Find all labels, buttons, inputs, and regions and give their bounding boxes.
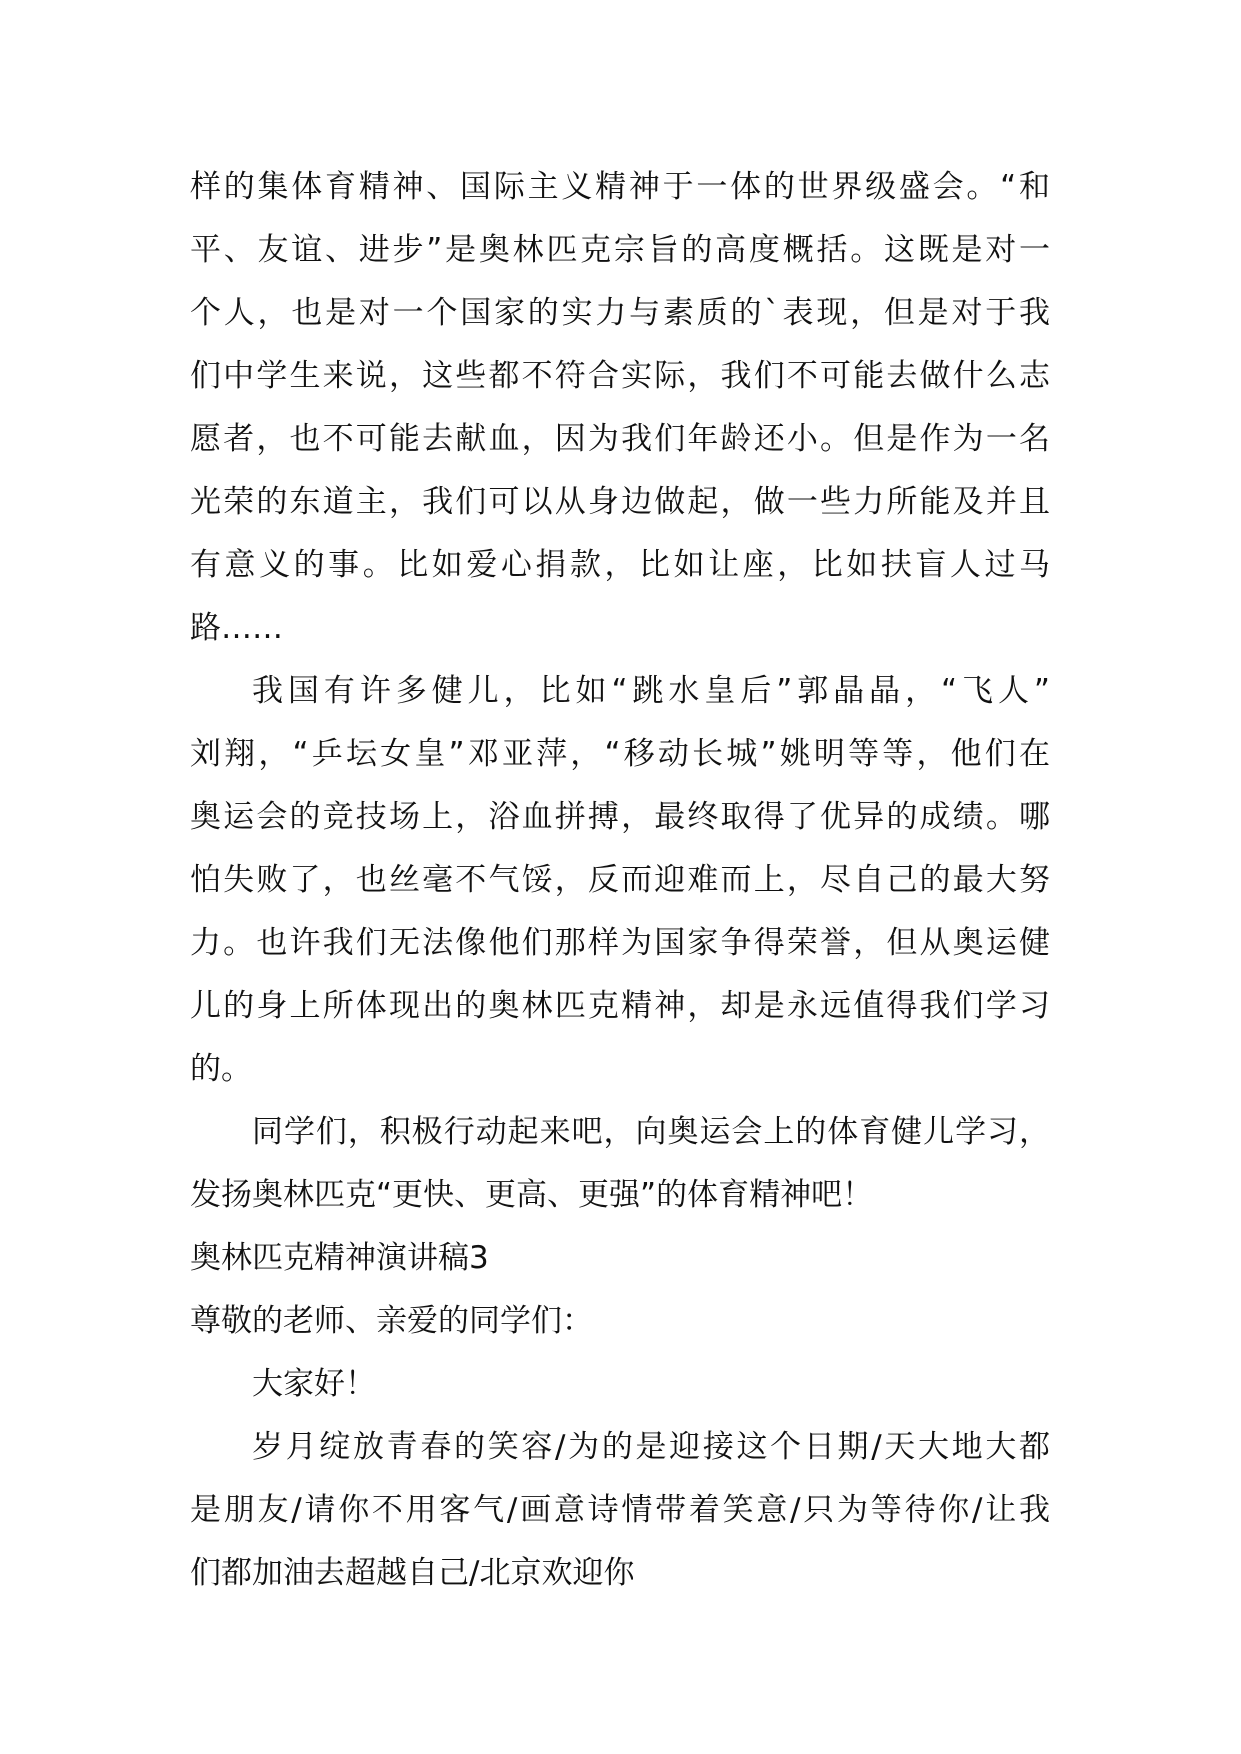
- paragraph-line: 平、友谊、进步”是奥林匹克宗旨的高度概括。这既是对一: [190, 232, 1050, 268]
- document-body: [190, 156, 1050, 1605]
- paragraph-line: 们都加油去超越自己/北京欢迎你: [190, 1555, 635, 1591]
- paragraph-line: 愿者，也不可能去献血，因为我们年龄还小。但是作为一名: [190, 421, 1050, 457]
- greeting-line: 大家好！: [252, 1366, 376, 1402]
- paragraph-line: 同学们，积极行动起来吧，向奥运会上的体育健儿学习，: [252, 1114, 1050, 1150]
- paragraph-line: 刘翔，“乒坛女皇”邓亚萍，“移动长城”姚明等等，他们在: [190, 736, 1050, 772]
- paragraph-line: 是朋友/请你不用客气/画意诗情带着笑意/只为等待你/让我: [190, 1492, 1050, 1528]
- salutation-line: 尊敬的老师、亲爱的同学们：: [190, 1303, 593, 1339]
- paragraph-line: 个人，也是对一个国家的实力与素质的`表现，但是对于我: [190, 295, 1050, 331]
- paragraph-line: 儿的身上所体现出的奥林匹克精神，却是永远值得我们学习: [190, 988, 1050, 1024]
- paragraph-line: 力。也许我们无法像他们那样为国家争得荣誉，但从奥运健: [190, 925, 1050, 961]
- paragraph-line: 的。: [190, 1051, 252, 1087]
- paragraph-line: 岁月绽放青春的笑容/为的是迎接这个日期/天大地大都: [252, 1429, 1050, 1465]
- paragraph-line: 光荣的东道主，我们可以从身边做起，做一些力所能及并且: [190, 484, 1050, 520]
- paragraph-line: 发扬奥林匹克“更快、更高、更强”的体育精神吧！: [190, 1177, 874, 1213]
- section-heading: 奥林匹克精神演讲稿3: [190, 1240, 489, 1276]
- paragraph-line: 样的集体育精神、国际主义精神于一体的世界级盛会。“和: [190, 169, 1050, 205]
- paragraph-line: 们中学生来说，这些都不符合实际，我们不可能去做什么志: [190, 358, 1050, 394]
- paragraph-line: 有意义的事。比如爱心捐款，比如让座，比如扶盲人过马: [190, 547, 1050, 583]
- paragraph-line: 怕失败了，也丝毫不气馁，反而迎难而上，尽自己的最大努: [190, 862, 1050, 898]
- paragraph-line: 我国有许多健儿，比如“跳水皇后”郭晶晶，“飞人”: [252, 673, 1050, 709]
- paragraph-line: 路……: [190, 610, 283, 646]
- paragraph-line: 奥运会的竞技场上，浴血拼搏，最终取得了优异的成绩。哪: [190, 799, 1050, 835]
